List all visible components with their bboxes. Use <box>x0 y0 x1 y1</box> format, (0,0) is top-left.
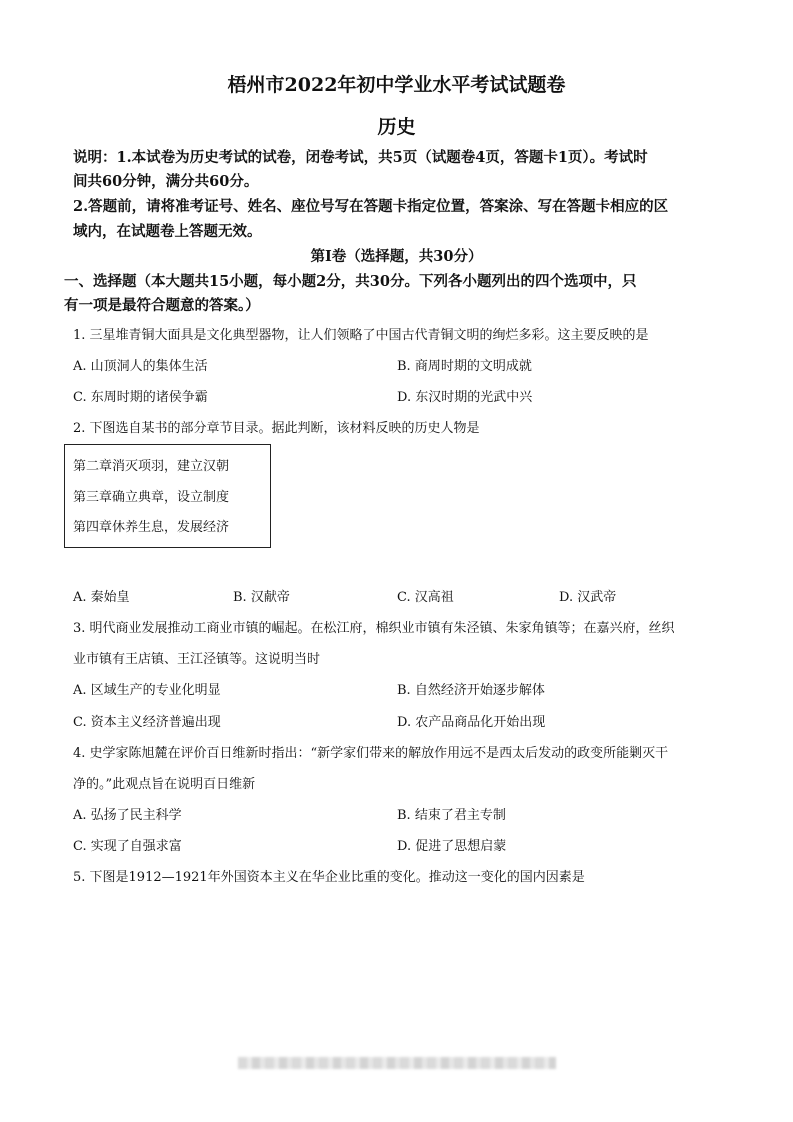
q2-option-b: B. 汉献帝 <box>233 590 290 605</box>
q4-option-b: B. 结束了君主专制 <box>397 808 506 823</box>
q4-option-d: D. 促进了思想启蒙 <box>397 839 507 854</box>
q4-option-a: A. 弘扬了民主科学 <box>73 808 182 823</box>
q1-option-d: D. 东汉时期的光武中兴 <box>397 390 533 405</box>
q4-option-c: C. 实现了自强求富 <box>73 839 182 854</box>
section-desc-line-2: 有一项是最符合题意的答案。） <box>64 297 260 314</box>
subject-title: 历史 <box>377 116 416 138</box>
q3-stem-line-1: 3. 明代商业发展推动工商业市镇的崛起。在松江府，棉织业市镇有朱泾镇、朱家角镇等；在嘉兴府，丝织 <box>73 621 675 636</box>
q2-option-a: A. 秦始皇 <box>73 590 130 605</box>
q3-stem-line-2: 业市镇有王店镇、王江泾镇等。这说明当时 <box>73 652 321 667</box>
section-title: 第Ⅰ卷（选择题，共30分） <box>310 248 483 265</box>
q1-option-a: A. 山顶洞人的集体生活 <box>73 359 208 374</box>
q2-chapter-box <box>64 444 271 548</box>
instructions-line-3: 2.答题前，请将准考证号、姓名、座位号写在答题卡指定位置，答案涂、写在答题卡相应的区 <box>73 198 669 215</box>
q3-option-a: A. 区域生产的专业化明显 <box>73 683 221 698</box>
q1-option-b: B. 商周时期的文明成就 <box>397 359 532 374</box>
chapter-line: 第三章确立典章，设立制度 <box>73 490 230 505</box>
q2-option-d: D. 汉武帝 <box>559 590 617 605</box>
q4-stem-line-2: 净的。”此观点旨在说明百日维新 <box>73 777 256 792</box>
q3-option-c: C. 资本主义经济普遍出现 <box>73 715 221 730</box>
instructions-line-4: 域内，在试题卷上答题无效。 <box>73 223 262 240</box>
q5-stem: 5. 下图是1912—1921年外国资本主义在华企业比重的变化。推动这一变化的国内因素是 <box>73 870 585 885</box>
q3-option-b: B. 自然经济开始逐步解体 <box>397 683 545 698</box>
q4-stem-line-1: 4. 史学家陈旭麓在评价百日维新时指出：“新学家们带来的解放作用远不是西太后发动的政变所能剿灭干 <box>73 746 669 761</box>
instructions-line-1: 说明：1.本试卷为历史考试的试卷，闭卷考试，共5页（试题卷4页，答题卡1页）。考试时 <box>73 149 648 166</box>
q3-option-d: D. 农产品商品化开始出现 <box>397 715 546 730</box>
q2-stem: 2. 下图选自某书的部分章节目录。据此判断，该材料反映的历史人物是 <box>73 421 480 436</box>
instructions-line-2: 间共60分钟，满分共60分。 <box>73 173 259 190</box>
q1-option-c: C. 东周时期的诸侯争霸 <box>73 390 208 405</box>
q1-stem: 1. 三星堆青铜大面具是文化典型器物，让人们领略了中国古代青铜文明的绚烂多彩。这主要反映的是 <box>73 328 649 343</box>
q2-option-c: C. 汉高祖 <box>397 590 454 605</box>
exam-title: 梧州市2022年初中学业水平考试试题卷 <box>227 74 566 96</box>
chapter-line: 第四章休养生息，发展经济 <box>73 520 230 535</box>
chapter-line: 第二章消灭项羽，建立汉朝 <box>73 459 230 474</box>
section-desc-line-1: 一、选择题（本大题共15小题，每小题2分，共30分。下列各小题列出的四个选项中，只 <box>64 273 637 290</box>
blurred-footer-watermark <box>238 1057 556 1069</box>
